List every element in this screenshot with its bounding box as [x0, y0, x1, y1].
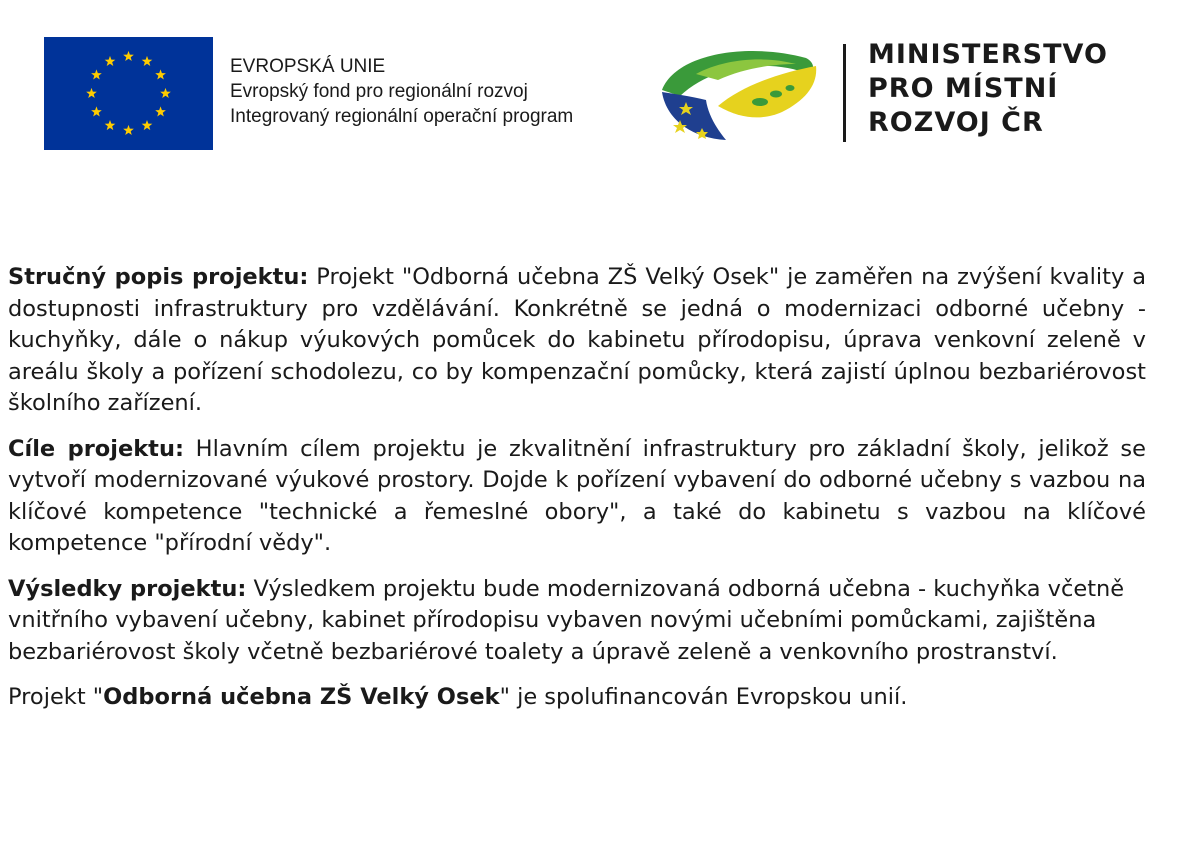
section-vysledky	[8, 574, 1146, 669]
logo-divider	[843, 44, 846, 142]
section-cile-text: Hlavním cílem projektu je zkvalitnění infrastruktury pro základní školy, jelikož se vytvoří modernizované výukové prostory. Dojde k pořízení vybavení do odborné učebny s vazbou na klíčové kompetence "technické a řemeslné obory", a také do kabinetu s vazbou na klíčové kompetence "přírodní vědy".	[8, 435, 1146, 556]
eu-line-fund: Evropský fond pro regionální rozvoj	[230, 81, 528, 102]
section-cile-label: Cíle projektu:	[8, 435, 184, 462]
section-footer	[8, 682, 1146, 714]
section-popis-text: Projekt "Odborná učebna ZŠ Velký Osek" je zaměřen na zvýšení kvality a dostupnosti infrastruktury pro vzdělávání. Konkrétně se jedná o modernizaci odborné učebny - kuchyňky, dále o nákup výukových pomůcek do kabinetu přírodopisu, úprava venkovní zeleně v areálu školy a pořízení schodolezu, co by kompenzační pomůcky, která zajistí úplnou bezbariérovost školního zařízení.	[8, 264, 1146, 416]
footer-project-name: Odborná učebna ZŠ Velký Osek	[103, 684, 500, 710]
mmr-logo-icon	[656, 44, 820, 144]
footer-prefix: Projekt "	[8, 684, 104, 710]
section-vysledky-label: Výsledky projektu:	[8, 575, 247, 602]
mmr-line-2: PRO MÍSTNÍ	[868, 73, 1059, 104]
section-vysledky-text: Výsledkem projektu bude modernizovaná odborná učebna - kuchyňka včetně vnitřního vybavení učebny, kabinet přírodopisu vybaven novými učebními pomůckami, zajištěna bezbariérovost školy včetně bezbariérové toalety a úpravě zeleně a venkovního prostranství.	[8, 575, 1125, 665]
eu-line-union: EVROPSKÁ UNIE	[230, 56, 386, 77]
section-popis	[8, 262, 1146, 420]
section-popis-label: Stručný popis projektu:	[8, 264, 309, 290]
eu-line-program: Integrovaný regionální operační program	[230, 106, 574, 127]
eu-flag-icon	[44, 37, 213, 150]
project-description	[8, 262, 1146, 728]
section-cile	[8, 434, 1146, 560]
mmr-line-1: MINISTERSTVO	[868, 39, 1108, 70]
header	[0, 0, 1189, 170]
mmr-line-3: ROZVOJ ČR	[868, 107, 1044, 138]
mmr-text	[868, 38, 1108, 140]
eu-program-text	[230, 54, 573, 129]
footer-suffix: " je spolufinancován Evropskou unií.	[499, 684, 908, 710]
